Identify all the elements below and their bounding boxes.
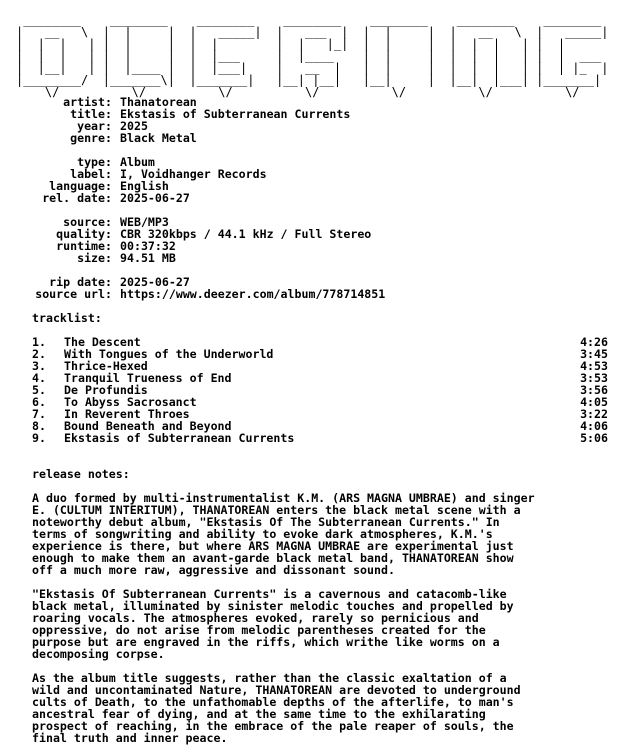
meta-field-value: English <box>120 179 169 193</box>
release-notes-heading: release notes: <box>32 467 130 481</box>
meta-rip-block <box>24 276 385 300</box>
track-number: 5. <box>32 383 46 397</box>
meta-field-value: WEB/MP3 <box>120 215 169 229</box>
track-number: 9. <box>32 431 46 445</box>
meta-field-value: Album <box>120 155 155 169</box>
meta-field-value: I, Voidhanger Records <box>120 167 267 181</box>
track-duration: 4:06 <box>580 419 608 433</box>
release-notes-paragraph-1: A duo formed by multi-instrumentalist K.M. (ARS MAGNA UMBRAE) and singer E. (CULTUM INTERITUM), THANATOREAN enters the black metal scene with a noteworthy debut album, "Ekstasis Of The Subterranean Currents." In terms of songwriting and ability to evoke dark atmospheres, K.M.'s experience is there, but where ARS MAGNA UMBRAE are experimental just enough to make them an avant-garde black metal band, THANATOREAN show off a much more raw, aggressive and dissonant sound. <box>32 491 535 577</box>
track-title: Bound Beneath and Beyond <box>64 419 232 433</box>
meta-release-block <box>24 156 267 204</box>
meta-field-value: 2025-06-27 <box>120 275 190 289</box>
track-duration: 3:45 <box>580 347 608 361</box>
meta-field-value: CBR 320kbps / 44.1 kHz / Full Stereo <box>120 227 372 241</box>
meta-field-label: quality: <box>56 227 112 241</box>
meta-field-label: year: <box>77 119 112 133</box>
meta-field-label: label: <box>70 167 112 181</box>
release-notes-paragraph-2: "Ekstasis Of Subterranean Currents" is a cavernous and catacomb-like black metal, illuminated by sinister melodic touches and propelled by roaring vocals. The atmospheres evoked, rarely so pernicious and oppressive, do not arise from melodic parentheses created for the purpose but are engraved in the riffs, which writhe like worms on a decomposing corpse. <box>32 587 514 661</box>
meta-field-label: source url: <box>35 287 112 301</box>
track-duration: 4:05 <box>580 395 608 409</box>
track-duration: 4:53 <box>580 359 608 373</box>
track-duration: 3:53 <box>580 371 608 385</box>
meta-field-value: 94.51 MB <box>120 251 176 265</box>
meta-field <box>24 252 371 264</box>
meta-field <box>24 132 350 144</box>
track-title: In Reverent Throes <box>64 407 190 421</box>
track-title: With Tongues of the Underworld <box>64 347 274 361</box>
meta-field-value: 2025 <box>120 119 148 133</box>
track-duration: 3:22 <box>580 407 608 421</box>
track-title: De Profundis <box>64 383 148 397</box>
track-number: 1. <box>32 335 46 349</box>
ascii-banner-logo <box>16 13 616 99</box>
track-title: Tranquil Trueness of End <box>64 371 232 385</box>
meta-field-value: 00:37:32 <box>120 239 176 253</box>
tracklist <box>32 336 608 444</box>
meta-field-label: title: <box>70 107 112 121</box>
meta-field-label: size: <box>77 251 112 265</box>
track-title: The Descent <box>64 335 141 349</box>
track-row <box>32 432 608 444</box>
track-duration: 5:06 <box>580 431 608 445</box>
meta-field-label: rip date: <box>49 275 112 289</box>
meta-field-label: source: <box>63 215 112 229</box>
meta-field-label: type: <box>77 155 112 169</box>
meta-field-value: Black Metal <box>120 131 197 145</box>
track-number: 6. <box>32 395 46 409</box>
meta-field-value: Thanatorean <box>120 95 197 109</box>
meta-artist-block <box>24 96 350 144</box>
meta-field-label: language: <box>49 179 112 193</box>
meta-field <box>24 288 385 300</box>
ascii-banner-art: ________ ________ ________ ________ ________ ________ ________ | __ \ | | | | _____| | ___ | | | | | __ \ | _____| | | | | | | | | | | | |_| | | | | | | | | | | | | | | | | | |___ | |____ | | | | | | | | | ___ | |__| | | |____ | | |___| | __ | | | | | | | | | | |_ | |________/ |_______\| |_______| |__| |__| |__| | |__| |___| |_______| \/ \/ \/ \/ \/ \/ \/ <box>16 13 609 99</box>
track-number: 2. <box>32 347 46 361</box>
track-number: 4. <box>32 371 46 385</box>
track-duration: 3:56 <box>580 383 608 397</box>
tracklist-heading: tracklist: <box>32 311 102 325</box>
track-number: 7. <box>32 407 46 421</box>
meta-field-value: 2025-06-27 <box>120 191 190 205</box>
release-notes-paragraph-3: As the album title suggests, rather than the classic exaltation of a wild and uncontaminated Nature, THANATOREAN are devoted to underground cults of Death, to the unfathomable depths of the afterlife, to man's ancestral fear of dying, and at the same time to the exhilarating prospect of reaching, in the embrace of the pale reaper of souls, the final truth and inner peace. <box>32 671 521 745</box>
meta-source-block <box>24 216 371 264</box>
track-duration: 4:26 <box>580 335 608 349</box>
meta-field <box>24 192 267 204</box>
meta-field-value: https://www.deezer.com/album/778714851 <box>120 287 386 301</box>
track-title: Thrice-Hexed <box>64 359 148 373</box>
meta-field-label: genre: <box>70 131 112 145</box>
track-title: To Abyss Sacrosanct <box>64 395 197 409</box>
track-number: 8. <box>32 419 46 433</box>
track-title: Ekstasis of Subterranean Currents <box>64 431 295 445</box>
meta-field-label: rel. date: <box>42 191 112 205</box>
track-number: 3. <box>32 359 46 373</box>
meta-field <box>24 108 350 120</box>
meta-field <box>24 240 371 252</box>
meta-field-value: Ekstasis of Subterranean Currents <box>120 107 351 121</box>
meta-field-label: runtime: <box>56 239 112 253</box>
meta-field-label: artist: <box>63 95 112 109</box>
